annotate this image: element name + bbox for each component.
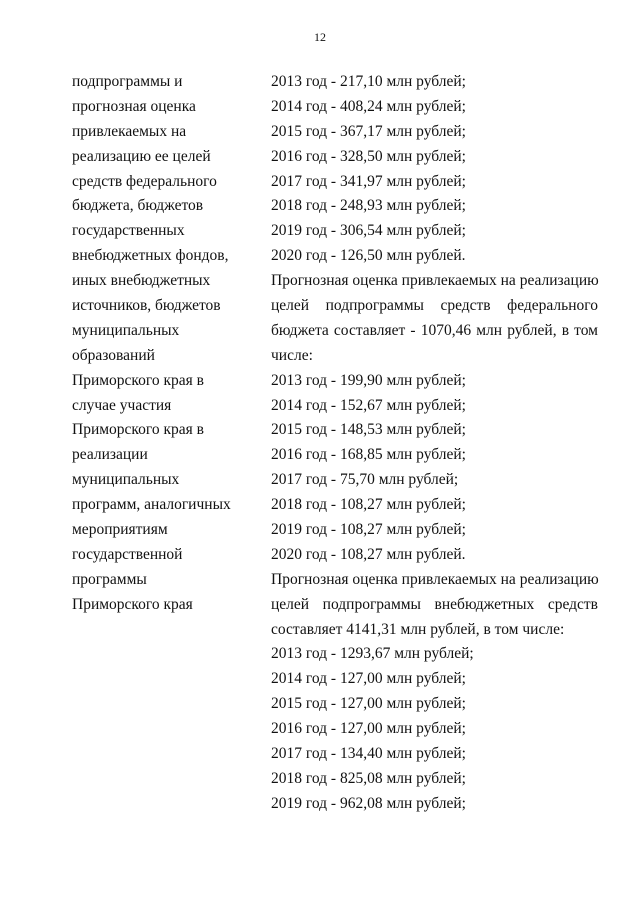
right-column-line: 2013 год - 199,90 млн рублей; — [271, 371, 466, 389]
right-column-line: 2013 год - 1293,67 млн рублей; — [271, 645, 474, 663]
left-column-line: Приморского края в — [72, 371, 204, 389]
right-column-line: 2016 год - 127,00 млн рублей; — [271, 720, 466, 738]
right-column-line: 2015 год - 148,53 млн рублей; — [271, 421, 466, 439]
left-column-line: мероприятиям — [72, 521, 168, 539]
right-column-line: 2015 год - 127,00 млн рублей; — [271, 695, 466, 713]
right-column-line: бюджета составляет - 1070,46 млн рублей, в том — [271, 321, 598, 339]
left-column-line: Приморского края — [72, 595, 193, 613]
right-column-line: 2015 год - 367,17 млн рублей; — [271, 122, 466, 140]
right-column-line: 2020 год - 126,50 млн рублей. — [271, 247, 466, 265]
left-column-line: прогнозная оценка — [72, 97, 196, 115]
right-column-content — [271, 70, 598, 817]
right-column-line: 2016 год - 328,50 млн рублей; — [271, 147, 466, 165]
right-column-line: 2019 год - 108,27 млн рублей; — [271, 521, 466, 539]
left-column-line: реализации — [72, 446, 148, 464]
right-column-line: 2018 год - 248,93 млн рублей; — [271, 197, 466, 215]
left-column-line: средств федерального — [72, 172, 217, 190]
left-column-line: источников, бюджетов — [72, 297, 221, 315]
right-column-line: 2017 год - 75,70 млн рублей; — [271, 471, 459, 489]
right-column-line: 2017 год - 341,97 млн рублей; — [271, 172, 466, 190]
left-column-line: подпрограммы и — [72, 73, 183, 90]
left-column-line: случае участия — [72, 396, 172, 414]
left-column-line: внебюджетных фондов, — [72, 247, 229, 265]
right-column-line: 2019 год - 962,08 млн рублей; — [271, 794, 466, 812]
right-column-line: 2020 год - 108,27 млн рублей. — [271, 545, 466, 563]
right-column-line: 2014 год - 127,00 млн рублей; — [271, 670, 466, 688]
left-column-line: государственных — [72, 222, 185, 240]
left-column-label — [72, 70, 252, 618]
right-column-line: 2019 год - 306,54 млн рублей; — [271, 222, 466, 240]
left-column-line: государственной — [72, 545, 183, 563]
right-column-line: 2018 год - 108,27 млн рублей; — [271, 496, 466, 514]
right-column-line: 2013 год - 217,10 млн рублей; — [271, 73, 466, 90]
left-column-line: Приморского края в — [72, 421, 204, 439]
left-column-line: реализацию ее целей — [72, 147, 211, 165]
right-column-line: числе: — [271, 346, 313, 364]
left-column-line: образований — [72, 346, 155, 364]
page-number: 12 — [314, 30, 326, 44]
left-column-line: программы — [72, 570, 147, 588]
right-column-line: составляет 4141,31 млн рублей, в том числе: — [271, 620, 565, 638]
right-column-line: 2016 год - 168,85 млн рублей; — [271, 446, 466, 464]
left-column-line: программ, аналогичных — [72, 496, 231, 514]
left-column-line: муниципальных — [72, 471, 180, 489]
right-column-line: целей подпрограммы средств федерального — [271, 297, 598, 315]
right-column-line: 2018 год - 825,08 млн рублей; — [271, 769, 466, 787]
right-column-line: 2017 год - 134,40 млн рублей; — [271, 745, 466, 763]
left-column-line: бюджета, бюджетов — [72, 197, 204, 215]
left-column-line: привлекаемых на — [72, 122, 187, 140]
right-column-line: 2014 год - 152,67 млн рублей; — [271, 396, 466, 414]
right-column-line: Прогнозная оценка привлекаемых на реализацию — [271, 570, 599, 588]
right-column-line: 2014 год - 408,24 млн рублей; — [271, 97, 466, 115]
right-column-line: Прогнозная оценка привлекаемых на реализацию — [271, 272, 599, 290]
right-column-line: целей подпрограммы внебюджетных средств — [271, 595, 598, 613]
left-column-line: иных внебюджетных — [72, 272, 211, 290]
left-column-line: муниципальных — [72, 321, 180, 339]
